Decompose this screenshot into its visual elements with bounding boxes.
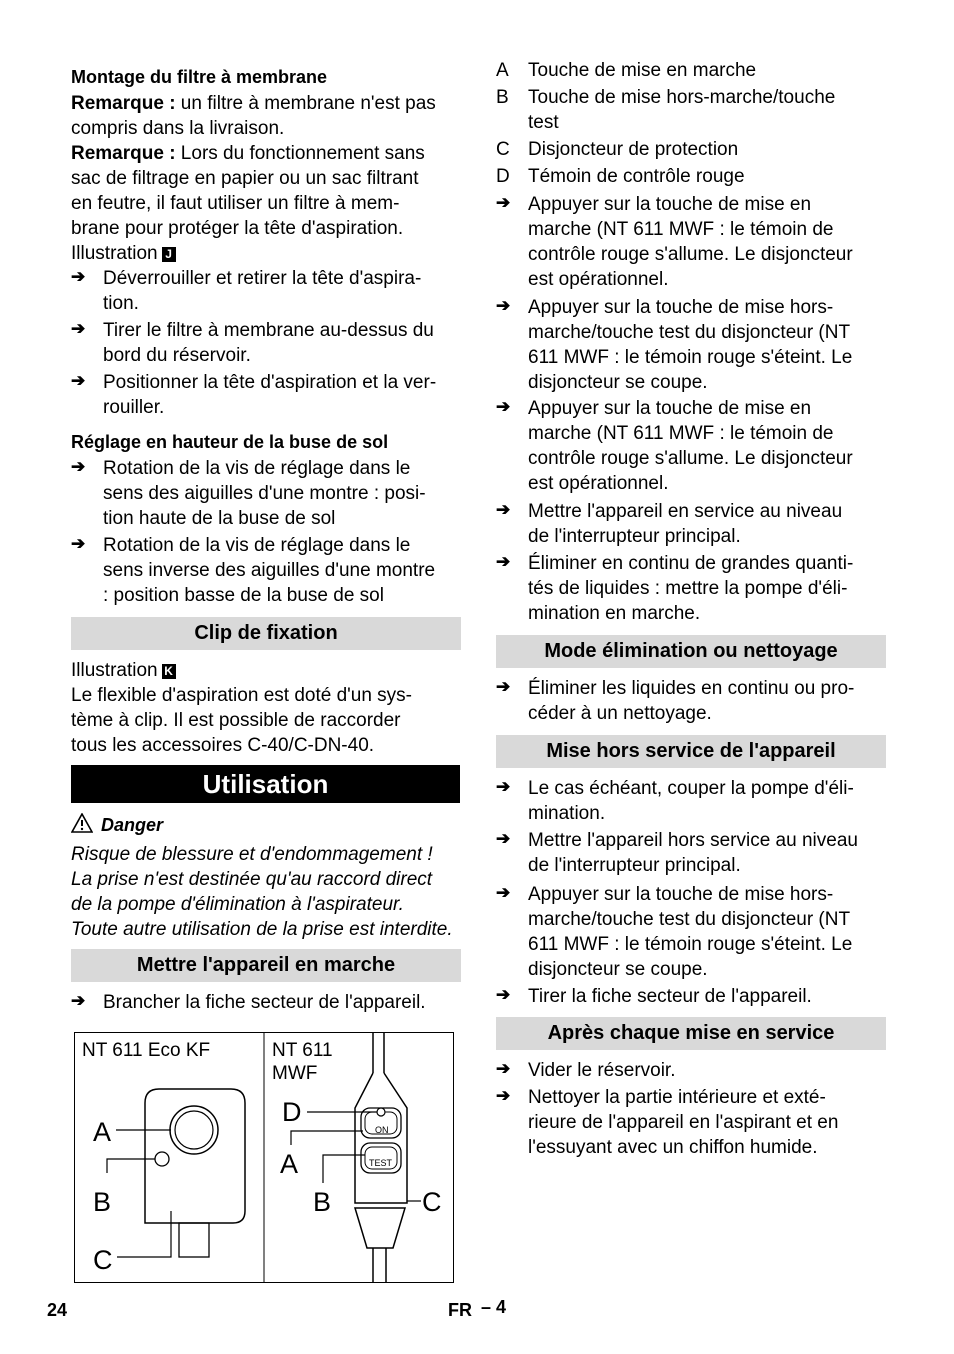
legend-item-d: Témoin de contrôle rouge <box>528 166 745 187</box>
danger-text: de la pompe d'élimination à l'aspirateur. <box>71 894 404 915</box>
membrane-step-2: Tirer le filtre à membrane au-dessus du <box>103 320 434 341</box>
height-step-2: Rotation de la vis de réglage dans le <box>103 535 411 556</box>
legend-letter: C <box>496 139 510 160</box>
illustration-j: Illustration J <box>71 241 176 266</box>
illustration-k: Illustration K <box>71 658 176 683</box>
off-step-1-cont: mination. <box>528 803 606 824</box>
height-step-1-cont: tion haute de la buse de sol <box>103 508 336 529</box>
arrow-icon: ➔ <box>496 296 511 315</box>
remark-2: Remarque : Lors du fonctionnement sans <box>71 143 425 164</box>
arrow-icon: ➔ <box>496 1086 511 1105</box>
warning-icon <box>71 813 93 833</box>
danger-text: Risque de blessure et d'endommagement ! <box>71 844 433 865</box>
clip-text: tème à clip. Il est possible de raccorder <box>71 710 401 731</box>
arrow-icon: ➔ <box>496 777 511 796</box>
step-2-cont: 611 MWF : le témoin rouge s'éteint. Le <box>528 347 853 368</box>
test-label: TEST <box>369 1158 393 1168</box>
off-step-3-cont: marche/touche test du disjoncteur (NT <box>528 909 851 930</box>
chapter-title-utilisation: Utilisation <box>71 765 460 803</box>
membrane-step-2-cont: bord du réservoir. <box>103 345 251 366</box>
step-5: Éliminer en continu de grandes quanti- <box>528 553 854 574</box>
section-bar-off: Mise hors service de l'appareil <box>496 735 886 768</box>
legend-item-b-cont: test <box>528 112 559 133</box>
height-step-1: Rotation de la vis de réglage dans le <box>103 458 411 479</box>
remark-1-cont: compris dans la livraison. <box>71 118 285 139</box>
remark-2-line: en feutre, il faut utiliser un filtre à mem- <box>71 193 400 214</box>
switch-diagram <box>75 1033 453 1282</box>
danger-text: La prise n'est destinée qu'au raccord direct <box>71 869 433 890</box>
label-a: A <box>93 1117 112 1147</box>
arrow-icon: ➔ <box>71 319 86 338</box>
membrane-step-3: Positionner la tête d'aspiration et la ver- <box>103 372 437 393</box>
socket-c <box>179 1223 209 1257</box>
off-step-3-cont: disjoncteur se coupe. <box>528 959 708 980</box>
mode-step-cont: céder à un nettoyage. <box>528 703 712 724</box>
step-1-cont: contrôle rouge s'allume. Le disjoncteur <box>528 244 853 265</box>
section-bar-clip: Clip de fixation <box>71 617 461 650</box>
arrow-icon: ➔ <box>496 985 511 1004</box>
off-step-1: Le cas échéant, couper la pompe d'éli- <box>528 778 854 799</box>
height-step-1-cont: sens des aiguilles d'une montre : posi- <box>103 483 426 504</box>
arrow-icon: ➔ <box>71 267 86 286</box>
label-b: B <box>93 1187 112 1217</box>
remark-2-line: brane pour protéger la tête d'aspiration. <box>71 218 404 239</box>
section-page-label: – 4 <box>481 1297 507 1317</box>
section-title-membrane: Montage du filtre à membrane <box>71 67 328 87</box>
section-bar-mode: Mode élimination ou nettoyage <box>496 635 886 668</box>
section-title-height: Réglage en hauteur de la buse de sol <box>71 432 389 452</box>
remark-1: Remarque : un filtre à membrane n'est pas <box>71 93 436 114</box>
arrow-icon: ➔ <box>71 534 86 553</box>
figure-right-title: MWF <box>272 1063 318 1084</box>
label-d: D <box>282 1097 302 1127</box>
after-step-2: Nettoyer la partie intérieure et exté- <box>528 1087 826 1108</box>
step-2-cont: disjoncteur se coupe. <box>528 372 708 393</box>
after-step-2-cont: l'essuyant avec un chiffon humide. <box>528 1137 818 1158</box>
arrow-icon: ➔ <box>71 457 86 476</box>
legend-letter: D <box>496 166 510 187</box>
step-1-cont: est opérationnel. <box>528 269 669 290</box>
off-step-3-cont: 611 MWF : le témoin rouge s'éteint. Le <box>528 934 853 955</box>
step-4-cont: de l'interrupteur principal. <box>528 526 741 547</box>
label-c: C <box>93 1245 113 1275</box>
height-step-2-cont: : position basse de la buse de sol <box>103 585 384 606</box>
after-step-1: Vider le réservoir. <box>528 1060 676 1081</box>
label-b-mwf: B <box>313 1187 332 1217</box>
illustration-j-marker: J <box>162 247 176 262</box>
membrane-step-1: Déverrouiller et retirer la tête d'aspira- <box>103 268 422 289</box>
step-5-cont: tés de liquides : mettre la pompe d'éli- <box>528 578 848 599</box>
danger-text: Toute autre utilisation de la prise est interdite. <box>71 919 453 940</box>
label-a-mwf: A <box>280 1149 299 1179</box>
arrow-icon: ➔ <box>496 552 511 571</box>
clip-text: Le flexible d'aspiration est doté d'un sys- <box>71 685 413 706</box>
arrow-icon: ➔ <box>496 193 511 212</box>
height-step-2-cont: sens inverse des aiguilles d'une montre <box>103 560 436 581</box>
step-3-cont: marche (NT 611 MWF : le témoin de <box>528 423 834 444</box>
power-button-a <box>170 1106 218 1154</box>
legend-letter: B <box>496 87 509 108</box>
legend-letter: A <box>496 60 509 81</box>
off-step-3: Appuyer sur la touche de mise hors- <box>528 884 834 905</box>
step-3-cont: est opérationnel. <box>528 473 669 494</box>
legend-item-c: Disjoncteur de protection <box>528 139 739 160</box>
label-c-mwf: C <box>422 1187 442 1217</box>
section-bar-start: Mettre l'appareil en marche <box>71 949 461 982</box>
danger-heading: Danger <box>71 813 163 838</box>
step-3: Appuyer sur la touche de mise en <box>528 398 812 419</box>
arrow-icon: ➔ <box>496 677 511 696</box>
figure-left-title: NT 611 Eco KF <box>82 1040 211 1061</box>
remark-2-line: sac de filtrage en papier ou un sac filtrant <box>71 168 419 189</box>
on-label: ON <box>375 1125 389 1135</box>
arrow-icon: ➔ <box>496 829 511 848</box>
switch-illustration <box>74 1032 454 1283</box>
control-lamp-b <box>155 1152 169 1166</box>
clip-text: tous les accessoires C-40/C-DN-40. <box>71 735 375 756</box>
step-4: Mettre l'appareil en service au niveau <box>528 501 843 522</box>
red-lamp-d <box>377 1108 385 1116</box>
off-step-2-cont: de l'interrupteur principal. <box>528 855 741 876</box>
eco-kf-housing <box>145 1089 245 1223</box>
step-2: Appuyer sur la touche de mise hors- <box>528 297 834 318</box>
arrow-icon: ➔ <box>496 500 511 519</box>
step-5-cont: mination en marche. <box>528 603 701 624</box>
membrane-step-3-cont: rouiller. <box>103 397 165 418</box>
arrow-icon: ➔ <box>496 397 511 416</box>
legend-item-b: Touche de mise hors-marche/touche <box>528 87 836 108</box>
arrow-icon: ➔ <box>496 1059 511 1078</box>
legend-item-a: Touche de mise en marche <box>528 60 757 81</box>
section-bar-after: Après chaque mise en service <box>496 1017 886 1050</box>
start-step: Brancher la fiche secteur de l'appareil. <box>103 992 426 1013</box>
arrow-icon: ➔ <box>71 371 86 390</box>
illustration-k-marker: K <box>162 664 176 679</box>
page-number: 24 <box>47 1300 68 1320</box>
figure-right-title: NT 611 <box>272 1040 333 1061</box>
off-step-4: Tirer la fiche secteur de l'appareil. <box>528 986 812 1007</box>
membrane-step-1-cont: tion. <box>103 293 139 314</box>
language-code: FR <box>448 1300 472 1320</box>
step-1: Appuyer sur la touche de mise en <box>528 194 812 215</box>
arrow-icon: ➔ <box>71 991 86 1010</box>
off-step-2: Mettre l'appareil hors service au niveau <box>528 830 858 851</box>
step-3-cont: contrôle rouge s'allume. Le disjoncteur <box>528 448 853 469</box>
after-step-2-cont: rieure de l'appareil en l'aspirant et en <box>528 1112 839 1133</box>
mode-step: Éliminer les liquides en continu ou pro- <box>528 678 855 699</box>
arrow-icon: ➔ <box>496 883 511 902</box>
step-2-cont: marche/touche test du disjoncteur (NT <box>528 322 851 343</box>
step-1-cont: marche (NT 611 MWF : le témoin de <box>528 219 834 240</box>
